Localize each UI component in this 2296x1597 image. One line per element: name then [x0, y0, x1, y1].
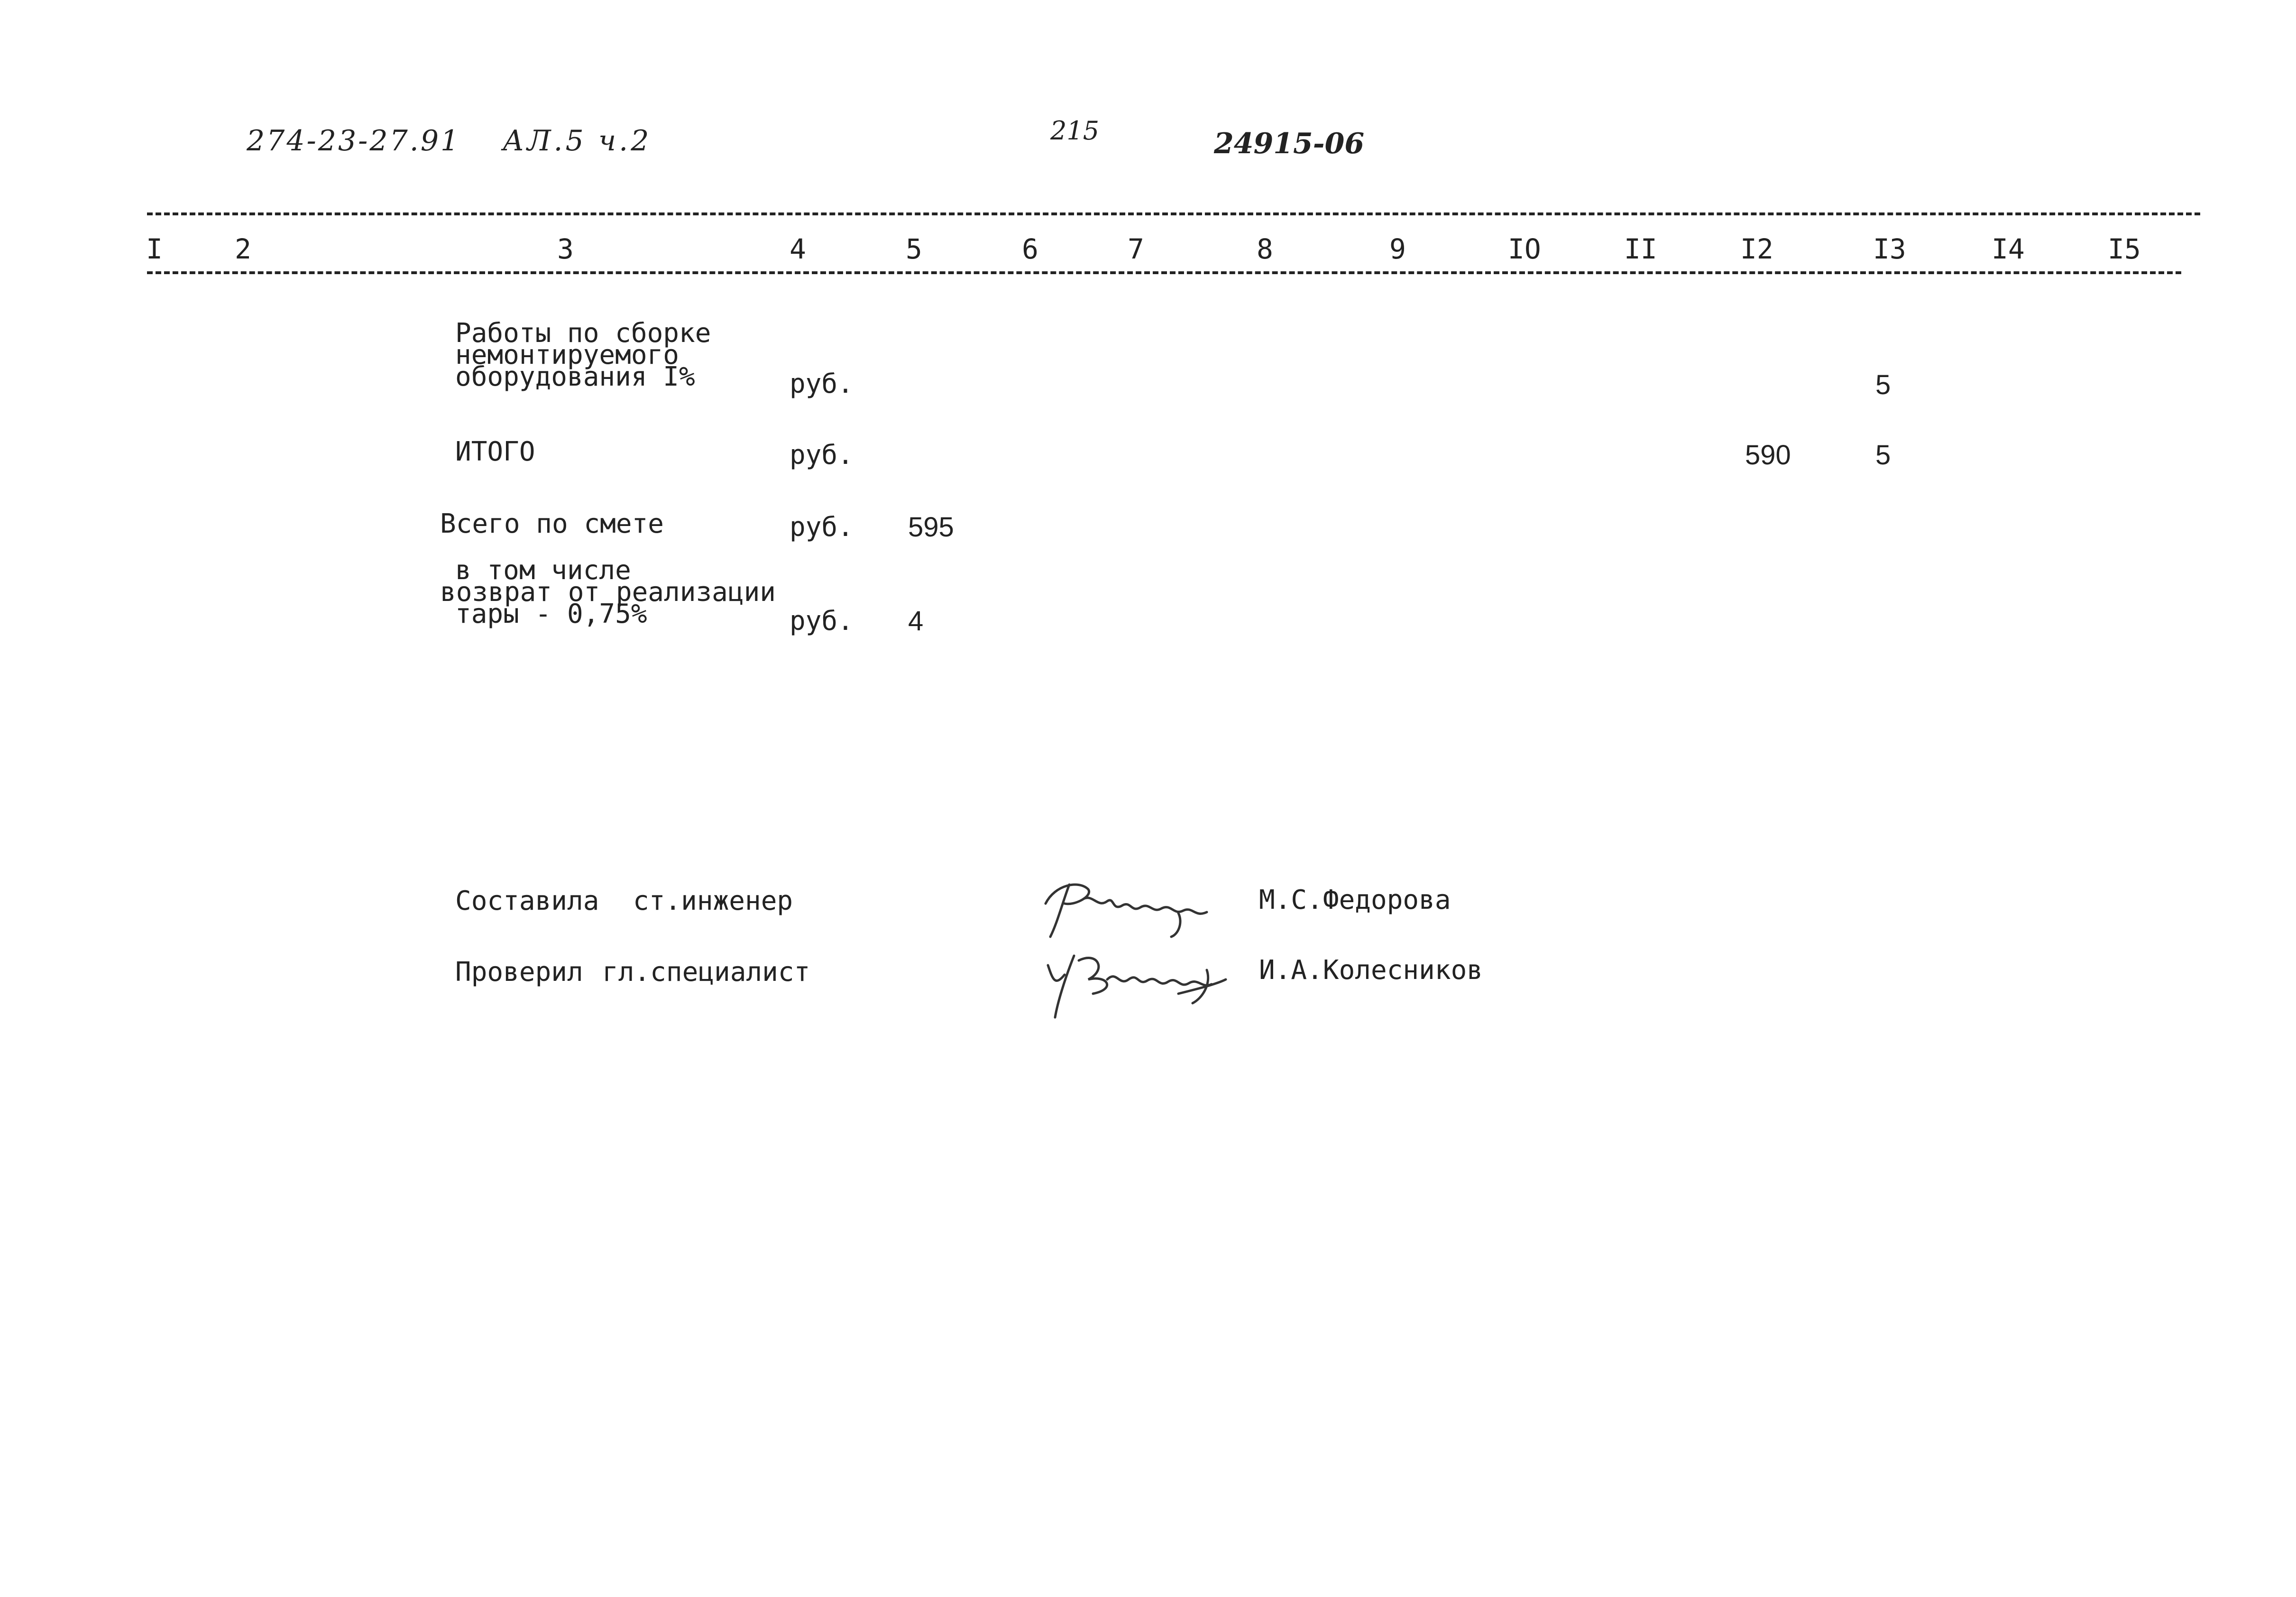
handwritten-signature-icon — [1036, 870, 1221, 942]
column-header: 4 — [790, 233, 806, 265]
row-unit: руб. — [790, 512, 854, 543]
signature-role: Проверил — [455, 957, 583, 988]
header-rule-bottom — [147, 271, 2181, 274]
column-header: I4 — [1992, 233, 2025, 265]
column-header: 9 — [1389, 233, 1406, 265]
sheet-label: АЛ.5 ч.2 — [503, 124, 652, 157]
column-header: 7 — [1128, 233, 1144, 265]
document-code: 274-23-27.91 — [247, 124, 461, 157]
cell-col5: 595 — [908, 512, 954, 543]
signature-name: М.С.Федорова — [1259, 885, 1451, 915]
column-header: I3 — [1873, 233, 1906, 265]
signature-title: ст.инженер — [633, 886, 793, 916]
column-header: I — [146, 233, 163, 265]
column-header: 5 — [906, 233, 922, 265]
signature-title: гл.специалист — [602, 957, 810, 988]
column-header: 2 — [235, 233, 251, 265]
row-label: Работы по сборке немонтируемого оборудования I% — [455, 318, 711, 392]
column-header: 6 — [1022, 233, 1038, 265]
column-header: 8 — [1257, 233, 1273, 265]
column-header: I5 — [2108, 233, 2141, 265]
cell-col12: 590 — [1745, 440, 1791, 471]
column-header: II — [1624, 233, 1657, 265]
cell-col5: 4 — [908, 606, 924, 637]
cell-col13: 5 — [1875, 369, 1891, 400]
row-label: ИТОГО — [455, 436, 535, 467]
row-unit: руб. — [790, 606, 854, 637]
row-unit: руб. — [790, 369, 854, 399]
page-number: 215 — [1050, 116, 1100, 146]
handwritten-signature-icon — [1036, 942, 1235, 1022]
column-header: I2 — [1740, 233, 1773, 265]
row-unit: руб. — [790, 440, 854, 471]
column-header: IO — [1508, 233, 1541, 265]
header-rule-top — [147, 212, 2200, 215]
signature-role: Составила — [455, 886, 599, 916]
cell-col13: 5 — [1875, 440, 1891, 471]
document-number: 24915-06 — [1214, 127, 1365, 160]
row-label: в том числе возврат от реализации тары - 0,75% — [440, 555, 776, 629]
row-label: Всего по смете — [440, 508, 664, 539]
column-header: 3 — [557, 233, 574, 265]
signature-name: И.А.Колесников — [1259, 955, 1483, 986]
